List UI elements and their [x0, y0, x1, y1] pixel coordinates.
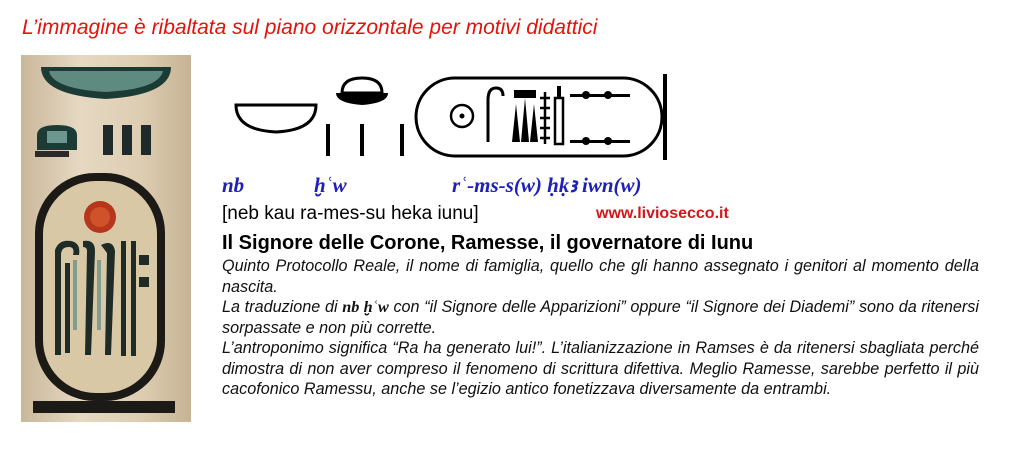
paragraph-1: Quinto Protocollo Reale, il nome di famiglia, quello che gli hanno assegnato i genitori al momento della nascita.: [222, 257, 979, 296]
cartouche-glyph-icon: [416, 74, 667, 160]
hieroglyph-transcription: [222, 68, 692, 164]
paragraph-2-end: con “il Signore delle Apparizioni” oppure “il Signore dei Diademi” sono da ritenersi sorpassate e non più corrette.: [222, 298, 979, 337]
pronunciation: [neb kau ra-mes-su heka iunu]: [222, 203, 479, 224]
plural-strokes-icon: [326, 124, 404, 156]
translit-hew: ḫʿw: [314, 173, 347, 197]
reed-icon: [540, 92, 550, 144]
paragraph-2: [222, 297, 979, 338]
header-note: L’immagine è ribaltata sul piano orizzontale per motivi didattici: [22, 16, 598, 39]
basket-glyph-icon: [236, 105, 316, 132]
body-text: [222, 256, 979, 400]
translit-name: rʿ-ms-s(w) ḥḳꜣ iwn(w): [452, 173, 642, 197]
s-glyph-icon: [555, 98, 563, 144]
website-link[interactable]: www.liviosecco.it: [596, 205, 729, 222]
ms-glyph-icon: [512, 90, 538, 142]
paragraph-2-start: La traduzione di: [222, 298, 343, 316]
crown-glyph-icon: [336, 78, 388, 105]
page-title: Il Signore delle Corone, Ramesse, il governatore di Iunu: [222, 232, 754, 254]
translit-nb: nb: [222, 173, 245, 197]
water-glyph-icon: [570, 91, 630, 145]
translit-term: nb ḫʿw: [342, 298, 389, 316]
cartouche-photo: [21, 55, 191, 422]
paragraph-3: L’antroponimo significa “Ra ha generato lui!”. L’italianizzazione in Ramses è da ritenersi sbagliata perché dimostra di non aver compreso il fenomeno di scrittura difettiva. Meglio Ramesse, sarebbe perfetto il più cacofonico Ramessu, anche se l’egizio antico fonetizzava diversamente da entrambi.: [222, 339, 979, 398]
crook-icon: [488, 88, 503, 142]
